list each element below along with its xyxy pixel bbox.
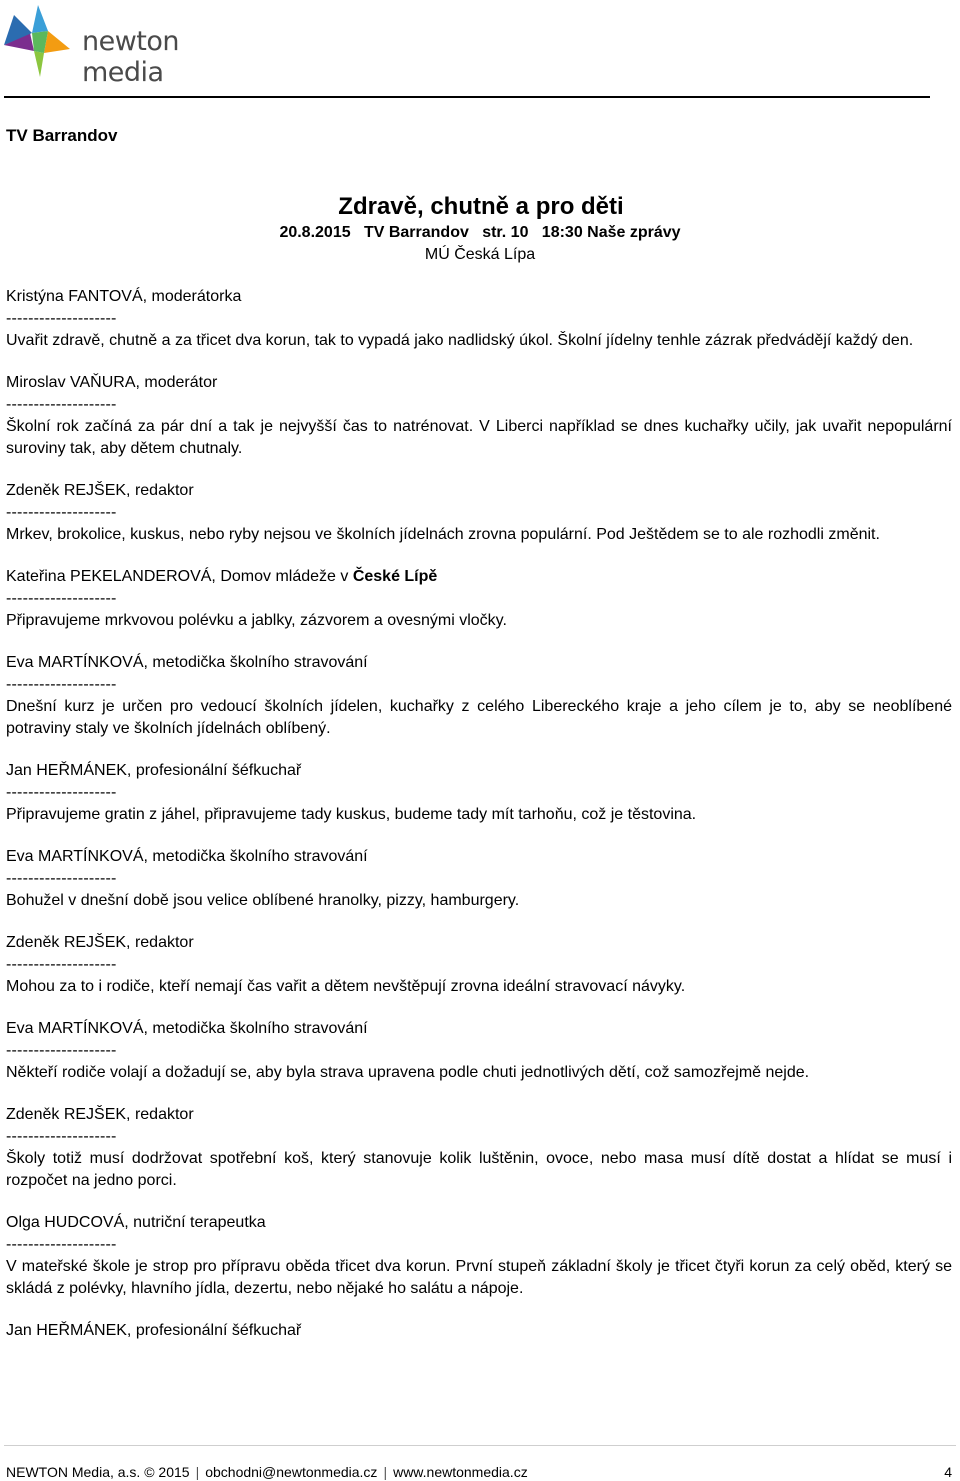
newton-logo-mark-icon — [4, 5, 76, 77]
speech-text: Bohužel v dnešní době jsou velice oblíbené hranolky, pizzy, hamburgery. — [6, 892, 520, 909]
speaker-location: České Lípě — [352, 568, 438, 585]
separator: -------------------- — [6, 1236, 117, 1253]
speech-text: Školní rok začíná za pár dní a tak je nejvyšší čas to natrénovat. V Liberci například se dnes kuchařky učily, jak uvařit nepopulární suroviny tak, aby dětem chutnaly. — [6, 418, 952, 457]
speaker-name: Zdeněk REJŠEK, redaktor — [6, 1106, 194, 1123]
footer-company: NEWTON Media, a.s. © 2015 — [6, 1464, 190, 1480]
speaker-name: Miroslav VAŇURA, moderátor — [6, 374, 218, 391]
footer-divider: | — [195, 1464, 200, 1480]
speech-text: Připravujeme mrkvovou polévku a jablky, zázvorem a ovesnými vločky. — [6, 612, 507, 629]
transcript-entry — [6, 760, 952, 826]
speaker-name: Kristýna FANTOVÁ, moderátorka — [6, 288, 242, 305]
speaker-name: Jan HEŘMÁNEK, profesionální šéfkuchař — [6, 1322, 302, 1339]
speaker-name: Jan HEŘMÁNEK, profesionální šéfkuchař — [6, 762, 302, 779]
speaker-name: Eva MARTÍNKOVÁ, metodička školního stravování — [6, 1020, 368, 1037]
speech-text: Mrkev, brokolice, kuskus, nebo ryby nejsou ve školních jídelnách zrovna populární. Pod Ještědem se to ale rozhodli změnit. — [6, 526, 880, 543]
speaker-name: Olga HUDCOVÁ, nutriční terapeutka — [6, 1214, 266, 1231]
separator: -------------------- — [6, 870, 117, 887]
speaker-name — [6, 566, 952, 588]
footer-rule — [4, 1445, 956, 1446]
article-place: MÚ Česká Lípa — [424, 246, 536, 263]
station-name: TV Barrandov — [6, 126, 118, 145]
transcript-entry — [6, 372, 952, 460]
transcript-entry — [6, 932, 952, 998]
speech-text: Školy totiž musí dodržovat spotřební koš, který stanovuje kolik luštěnin, ovoce, nebo masa musí dítě dostat a hlídat se musí i rozpočet na jedno porci. — [6, 1150, 952, 1189]
speaker-name: Eva MARTÍNKOVÁ, metodička školního stravování — [6, 654, 368, 671]
separator: -------------------- — [6, 784, 117, 801]
transcript-entry — [6, 652, 952, 740]
article-meta: 20.8.2015 TV Barrandov str. 10 18:30 Naše zprávy — [279, 224, 681, 241]
separator: -------------------- — [6, 310, 117, 327]
separator: -------------------- — [6, 396, 117, 413]
footer-divider: | — [383, 1464, 388, 1480]
transcript-entry — [6, 286, 952, 352]
transcript-entry — [6, 480, 952, 546]
separator: -------------------- — [6, 504, 117, 521]
footer-email[interactable]: obchodni@newtonmedia.cz — [205, 1464, 378, 1480]
newton-media-logo — [4, 4, 180, 88]
article-title: Zdravě, chutně a pro děti — [338, 193, 624, 220]
speech-text: Někteří rodiče volají a dožadují se, aby byla strava upravena podle chuti jednotlivých dětí, což samozřejmě nejde. — [6, 1064, 810, 1081]
speaker-name: Eva MARTÍNKOVÁ, metodička školního stravování — [6, 848, 368, 865]
article-header — [0, 192, 960, 266]
speech-text: Připravujeme gratin z jáhel, připravujeme tady kuskus, budeme tady mít tarhoňu, což je těstovina. — [6, 806, 697, 823]
speaker-role: Kateřina PEKELANDEROVÁ, Domov mládeže v — [6, 568, 353, 585]
separator: -------------------- — [6, 590, 117, 607]
transcript-entry — [6, 1018, 952, 1084]
speech-text: Uvařit zdravě, chutně a za třicet dva korun, tak to vypadá jako nadlidský úkol. Školní jídelny tenhle zázrak předvádějí každý den. — [6, 332, 914, 349]
header-rule — [4, 96, 930, 98]
page-footer — [6, 1464, 952, 1480]
transcript-entry — [6, 1104, 952, 1192]
footer-website[interactable]: www.newtonmedia.cz — [393, 1464, 528, 1480]
separator: -------------------- — [6, 1042, 117, 1059]
separator: -------------------- — [6, 1128, 117, 1145]
speech-text: Dnešní kurz je určen pro vedoucí školních jídelen, kuchařky z celého Libereckého kraje a jeho cílem je to, aby se neoblíbené potraviny staly ve školních jídelnách oblíbený. — [6, 698, 952, 737]
transcript-entry — [6, 1212, 952, 1300]
page-number: 4 — [944, 1464, 952, 1480]
transcript-entry — [6, 846, 952, 912]
separator: -------------------- — [6, 676, 117, 693]
footer-info — [6, 1464, 528, 1480]
transcript-entry — [6, 1320, 952, 1342]
separator: -------------------- — [6, 956, 117, 973]
transcript-entry — [6, 566, 952, 632]
logo-wordmark: newton media — [82, 26, 180, 88]
speaker-name: Zdeněk REJŠEK, redaktor — [6, 482, 194, 499]
speech-text: Mohou za to i rodiče, kteří nemají čas vařit a dětem nevštěpují zrovna ideální stravovací návyky. — [6, 978, 686, 995]
speaker-name: Zdeněk REJŠEK, redaktor — [6, 934, 194, 951]
speech-text: V mateřské škole je strop pro přípravu oběda třicet dva korun. První stupeň základní školy je třicet čtyři korun za celý oběd, který se skládá z polévky, hlavního jídla, dezertu, nebo nějaké ho salátu a nápoje. — [6, 1258, 952, 1297]
transcript — [6, 286, 952, 1362]
